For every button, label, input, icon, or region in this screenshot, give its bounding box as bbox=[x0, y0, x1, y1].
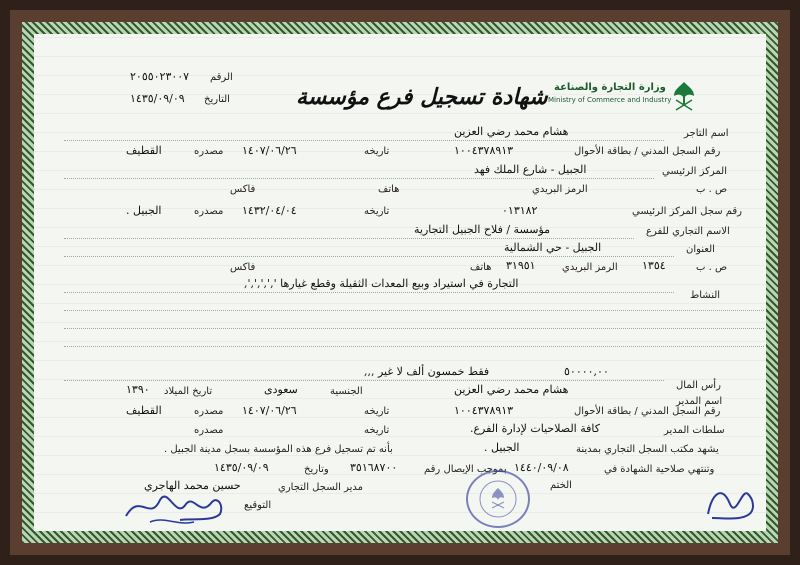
powers-date-label: تاريخه bbox=[364, 425, 390, 436]
nationality-value: سعودى bbox=[264, 383, 298, 396]
certificate-paper bbox=[34, 34, 766, 531]
powers-value: كافة الصلاحيات لإدارة الفرع. bbox=[470, 422, 600, 435]
hq-label: المركز الرئيسي bbox=[662, 166, 727, 177]
receipt-label: بموجب الإيصال رقم bbox=[424, 464, 507, 475]
director-label: مدير السجل التجاري bbox=[278, 482, 364, 493]
stamp-emblem-icon bbox=[468, 472, 528, 526]
powers-label: سلطات المدير bbox=[664, 425, 725, 436]
hq-reg-source: الجبيل . bbox=[126, 204, 162, 217]
branch-fax-label: فاكس bbox=[230, 262, 256, 273]
capital-label: رأس المال bbox=[676, 380, 721, 391]
fax-label: فاكس bbox=[230, 184, 256, 195]
certify-text: بأنه تم تسجيل فرع هذه المؤسسة بسجل مدينة الجبيل . bbox=[164, 444, 393, 455]
ministry-name-ar: وزارة التجارة والصناعة bbox=[554, 82, 666, 93]
hq-reg-value: ٠١٣١٨٢ bbox=[502, 204, 538, 217]
receipt-value: ٣٥١٦٨٧٠٠ bbox=[350, 461, 398, 474]
hq-value: الجبيل - شارع الملك فهد bbox=[474, 163, 587, 176]
birth-label: تاريخ الميلاد bbox=[164, 386, 213, 397]
civil-id: ١٠٠٤٣٧٨٩١٣ bbox=[454, 144, 514, 157]
hq-reg-date-label: تاريخه bbox=[364, 206, 390, 217]
certificate-title: شهادة تسجيل فرع مؤسسة bbox=[296, 84, 548, 110]
certificate-date: ١٤٣٥/٠٩/٠٩ bbox=[130, 92, 185, 105]
manager-label: اسم المدير bbox=[676, 396, 723, 407]
official-stamp bbox=[466, 470, 530, 528]
postal-label: الرمز البريدي bbox=[532, 184, 588, 195]
seal-label: الختم bbox=[550, 480, 572, 491]
manager-name: هشام محمد رضي العزين bbox=[454, 383, 569, 396]
po-box-label: ص . ب bbox=[696, 184, 728, 195]
expiry-value: ١٤٤٠/٠٩/٠٨ bbox=[514, 461, 569, 474]
branch-po: ١٣٥٤ bbox=[642, 259, 666, 272]
certify-label: يشهد مكتب السجل التجاري بمدينة bbox=[576, 444, 719, 455]
address-value: الجبيل - حي الشمالية bbox=[504, 241, 602, 254]
activity-text: التجارة في استيراد وبيع المعدات الثقيلة وقطع غيارها ',',',',', bbox=[244, 277, 519, 290]
capital-value: ٥٠٠٠٠,٠٠ bbox=[564, 365, 609, 378]
mgr-civil-id: ١٠٠٤٣٧٨٩١٣ bbox=[454, 404, 514, 417]
mgr-source-label: مصدره bbox=[194, 406, 224, 417]
mgr-date-label: تاريخه bbox=[364, 406, 390, 417]
hq-reg-source-label: مصدره bbox=[194, 206, 224, 217]
ministry-name-en: Ministry of Commerce and Industry bbox=[548, 96, 672, 104]
branch-po-label: ص . ب bbox=[696, 262, 728, 273]
civil-date: ١٤٠٧/٠٦/٢٦ bbox=[242, 144, 297, 157]
birth-value: ١٣٩٠ bbox=[126, 383, 150, 396]
civil-source: القطيف bbox=[126, 144, 162, 157]
merchant-name-label: اسم التاجر bbox=[684, 128, 729, 139]
mgr-source: القطيف bbox=[126, 404, 162, 417]
certify-city: الجبيل . bbox=[484, 441, 520, 454]
mgr-civil-label: رقم السجل المدني / بطاقة الأحوال bbox=[574, 406, 721, 417]
activity-label: النشاط bbox=[690, 290, 721, 301]
receipt-date: ١٤٣٥/٠٩/٠٩ bbox=[214, 461, 269, 474]
branch-postal-label: الرمز البريدي bbox=[562, 262, 618, 273]
civil-id-label: رقم السجل المدني / بطاقة الأحوال bbox=[574, 146, 721, 157]
saudi-emblem-icon bbox=[668, 80, 700, 114]
capital-words: فقط خمسون ألف لا غير ,,, bbox=[364, 365, 490, 378]
civil-date-label: تاريخه bbox=[364, 146, 390, 157]
phone-label: هاتف bbox=[378, 184, 400, 195]
branch-phone-label: هاتف bbox=[470, 262, 492, 273]
date-label: التاريخ bbox=[204, 94, 230, 105]
branch-name-label: الاسم التجاري للفرع bbox=[646, 226, 730, 237]
mgr-date: ١٤٠٧/٠٦/٢٦ bbox=[242, 404, 297, 417]
civil-source-label: مصدره bbox=[194, 146, 224, 157]
powers-source-label: مصدره bbox=[194, 425, 224, 436]
address-label: العنوان bbox=[686, 244, 715, 255]
number-label: الرقم bbox=[210, 72, 233, 83]
receipt-date-label: وتاريخ bbox=[304, 464, 329, 475]
signature-label: التوقيع bbox=[244, 500, 272, 511]
merchant-name: هشام محمد رضي العزين bbox=[454, 125, 569, 138]
certificate-number: ٢٠٥٥٠٢٣٠٠٧ bbox=[130, 70, 190, 83]
branch-postal: ٣١٩٥١ bbox=[506, 259, 536, 272]
branch-name: مؤسسة / فلاح الجبيل التجارية bbox=[414, 223, 551, 236]
nationality-label: الجنسية bbox=[330, 386, 363, 397]
expiry-label: وتنتهي صلاحية الشهادة في bbox=[604, 464, 715, 475]
director-name: حسين محمد الهاجري bbox=[144, 479, 241, 492]
hq-reg-label: رقم سجل المركز الرئيسي bbox=[632, 206, 743, 217]
side-signature bbox=[702, 474, 762, 524]
hq-reg-date: ١٤٣٢/٠٤/٠٤ bbox=[242, 204, 297, 217]
director-signature bbox=[120, 482, 230, 526]
